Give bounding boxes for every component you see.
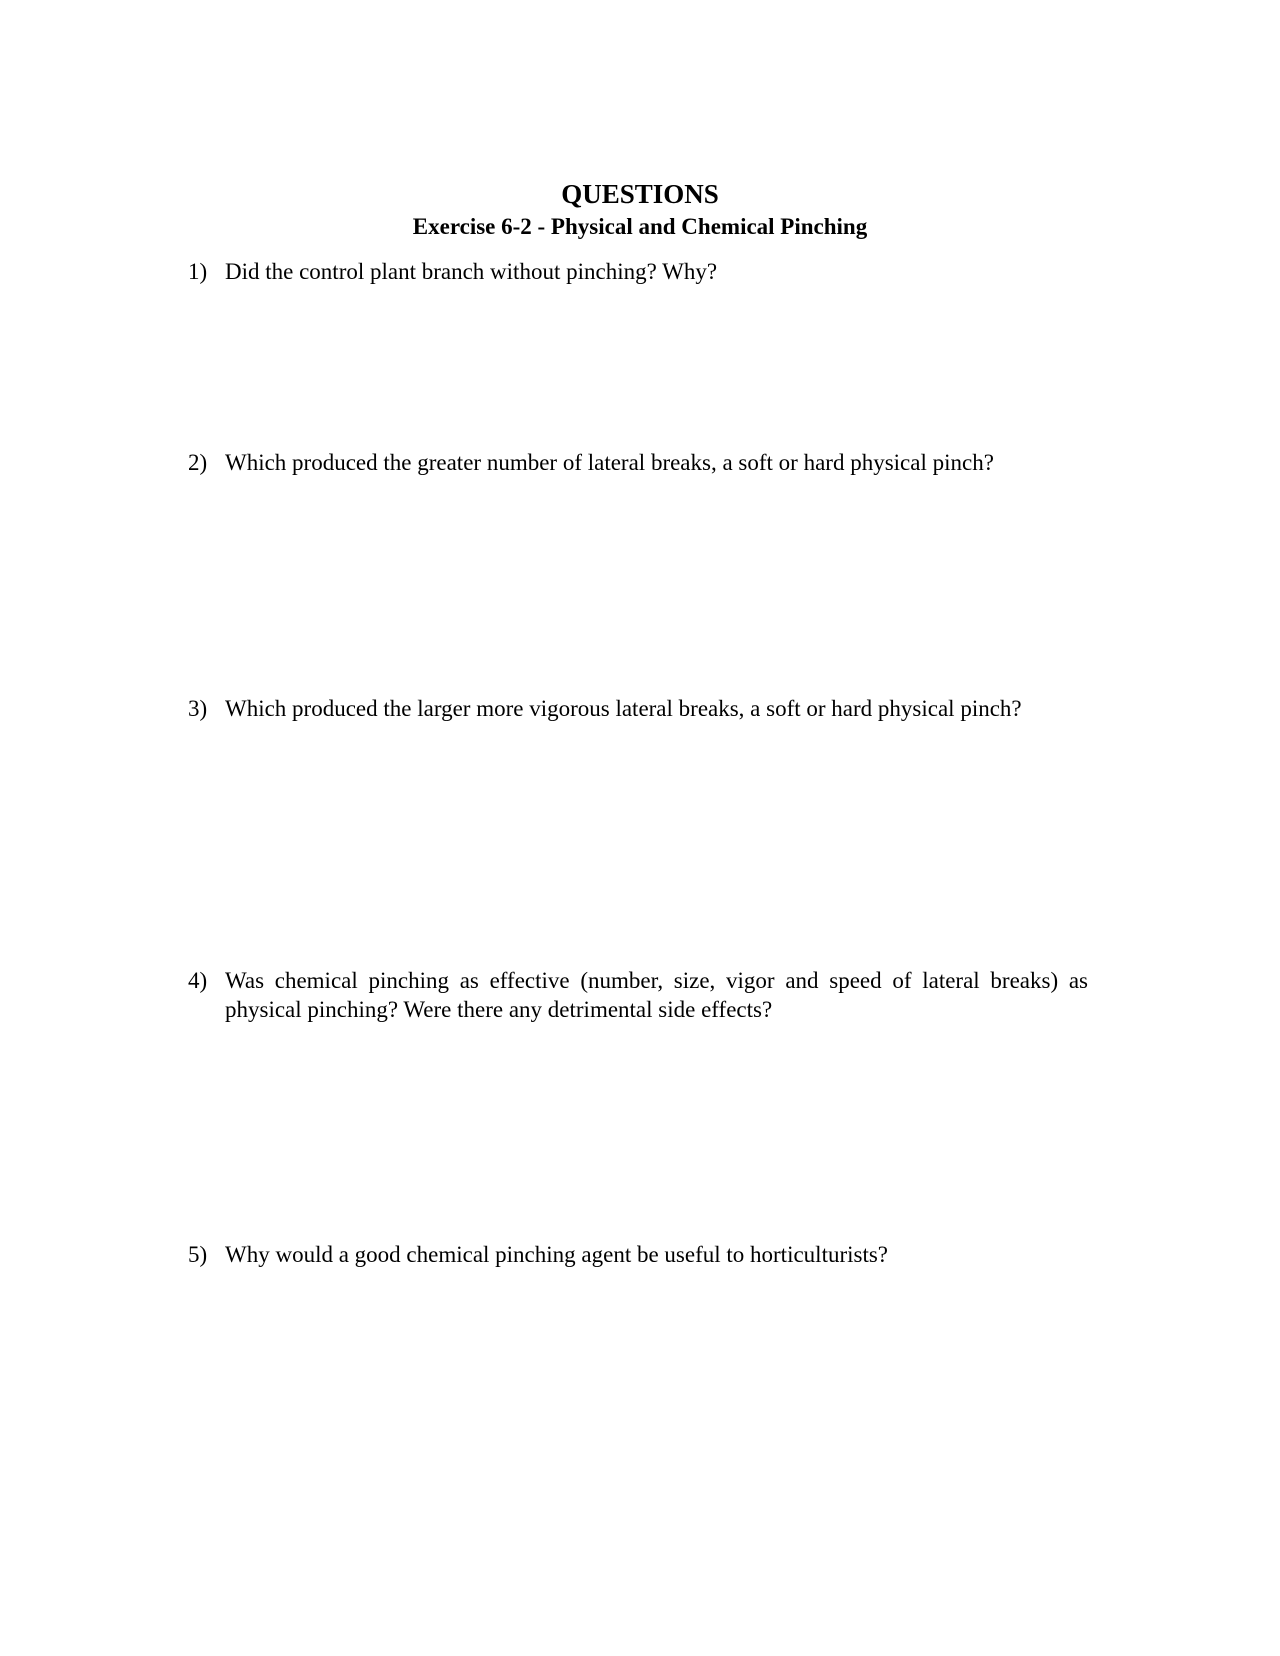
question-item xyxy=(188,966,1088,1024)
question-number: 5) xyxy=(188,1242,208,1267)
question-text: Was chemical pinching as effective (number, size, vigor and speed of lateral breaks) as physical pinching? Were there any detrimental side effects? xyxy=(225,968,1088,1022)
question-text: Which produced the greater number of lateral breaks, a soft or hard physical pinch? xyxy=(225,450,994,475)
page-title: QUESTIONS xyxy=(561,179,719,209)
question-item xyxy=(188,694,1088,723)
question-item xyxy=(188,257,1088,286)
question-number: 4) xyxy=(188,968,208,993)
exercise-subtitle: Exercise 6-2 - Physical and Chemical Pinching xyxy=(412,214,868,239)
question-item xyxy=(188,1240,1088,1269)
question-number: 2) xyxy=(188,450,208,475)
question-text: Why would a good chemical pinching agent be useful to horticulturists? xyxy=(225,1242,889,1267)
question-number: 3) xyxy=(188,696,208,721)
question-text: Did the control plant branch without pinching? Why? xyxy=(225,259,718,284)
question-number: 1) xyxy=(188,259,208,284)
question-item xyxy=(188,448,1088,477)
question-text: Which produced the larger more vigorous lateral breaks, a soft or hard physical pinch? xyxy=(225,696,1022,721)
